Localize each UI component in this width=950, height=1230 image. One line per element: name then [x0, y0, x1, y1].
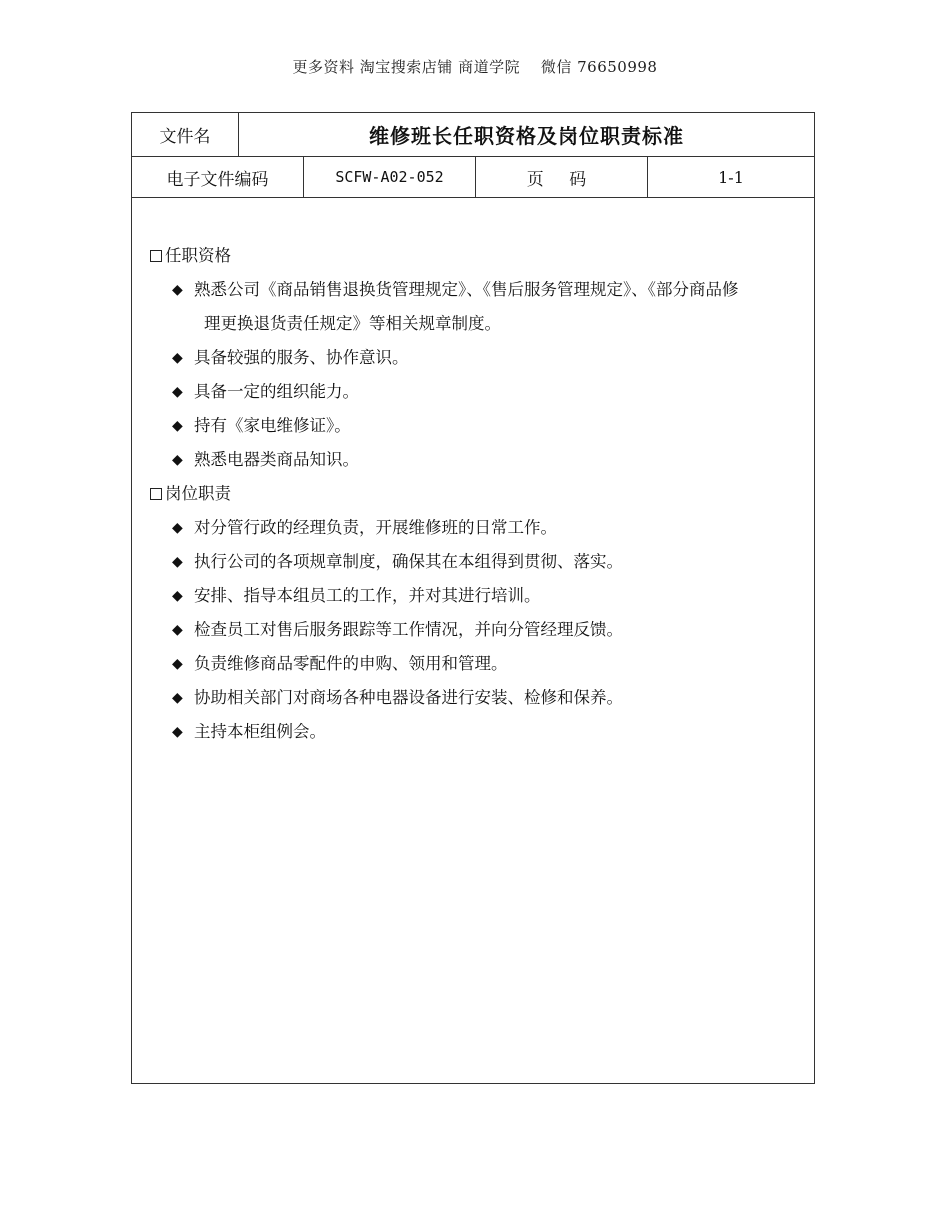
section-title — [150, 239, 810, 273]
list-item — [150, 681, 810, 715]
qualification-list — [150, 273, 810, 477]
list-item — [150, 579, 810, 613]
diamond-bullet-icon: ◆ — [172, 724, 183, 740]
diamond-bullet-icon: ◆ — [172, 554, 183, 570]
list-item — [150, 545, 810, 579]
diamond-bullet-icon: ◆ — [172, 350, 183, 366]
item-text: 安排、指导本组员工的工作，并对其进行培训。 — [194, 586, 541, 605]
document-form — [131, 112, 815, 1084]
form-meta-row — [132, 157, 814, 198]
item-text: 熟悉公司《商品销售退换货管理规定》、《售后服务管理规定》、《部分商品修 — [194, 280, 739, 299]
code-label: 电子文件编码 — [132, 157, 304, 197]
section-title-text: 任职资格 — [165, 246, 231, 265]
list-item — [150, 647, 810, 681]
diamond-bullet-icon: ◆ — [172, 588, 183, 604]
item-text: 对分管行政的经理负责，开展维修班的日常工作。 — [194, 518, 557, 537]
form-title-row — [132, 113, 814, 157]
list-item — [150, 341, 810, 375]
item-text: 执行公司的各项规章制度，确保其在本组得到贯彻、落实。 — [194, 552, 623, 571]
list-item — [150, 715, 810, 749]
checkbox-icon — [150, 250, 162, 262]
section-title — [150, 477, 810, 511]
diamond-bullet-icon: ◆ — [172, 418, 183, 434]
header-note: 更多资料 淘宝搜索店铺 商道学院 微信 76650998 — [292, 58, 658, 76]
diamond-bullet-icon: ◆ — [172, 282, 183, 298]
document-title: 维修班长任职资格及岗位职责标准 — [369, 124, 684, 148]
item-text: 检查员工对售后服务跟踪等工作情况，并向分管经理反馈。 — [194, 620, 623, 639]
item-text: 熟悉电器类商品知识。 — [194, 450, 359, 469]
list-item — [150, 443, 810, 477]
document-body — [150, 239, 810, 749]
diamond-bullet-icon: ◆ — [172, 452, 183, 468]
page-value: 1-1 — [718, 167, 744, 187]
list-item — [150, 613, 810, 647]
list-item — [150, 409, 810, 443]
item-text: 负责维修商品零配件的申购、领用和管理。 — [194, 654, 508, 673]
item-text: 协助相关部门对商场各种电器设备进行安装、检修和保养。 — [194, 688, 623, 707]
diamond-bullet-icon: ◆ — [172, 520, 183, 536]
filename-label: 文件名 — [132, 113, 239, 156]
section-qualifications — [150, 239, 810, 477]
responsibility-list — [150, 511, 810, 749]
section-title-text: 岗位职责 — [165, 484, 231, 503]
diamond-bullet-icon: ◆ — [172, 656, 183, 672]
diamond-bullet-icon: ◆ — [172, 622, 183, 638]
item-text: 持有《家电维修证》。 — [194, 416, 351, 435]
section-responsibilities — [150, 477, 810, 749]
code-value: SCFW-A02-052 — [304, 157, 476, 197]
page-label: 页 码 — [476, 157, 648, 197]
diamond-bullet-icon: ◆ — [172, 384, 183, 400]
item-text-continued: 理更换退货责任规定》等相关规章制度。 — [204, 314, 501, 333]
list-item — [150, 511, 810, 545]
list-item — [150, 375, 810, 409]
item-text: 具备较强的服务、协作意识。 — [194, 348, 409, 367]
list-item — [150, 273, 810, 341]
checkbox-icon — [150, 488, 162, 500]
diamond-bullet-icon: ◆ — [172, 690, 183, 706]
item-text: 具备一定的组织能力。 — [194, 382, 359, 401]
item-text: 主持本柜组例会。 — [194, 722, 326, 741]
